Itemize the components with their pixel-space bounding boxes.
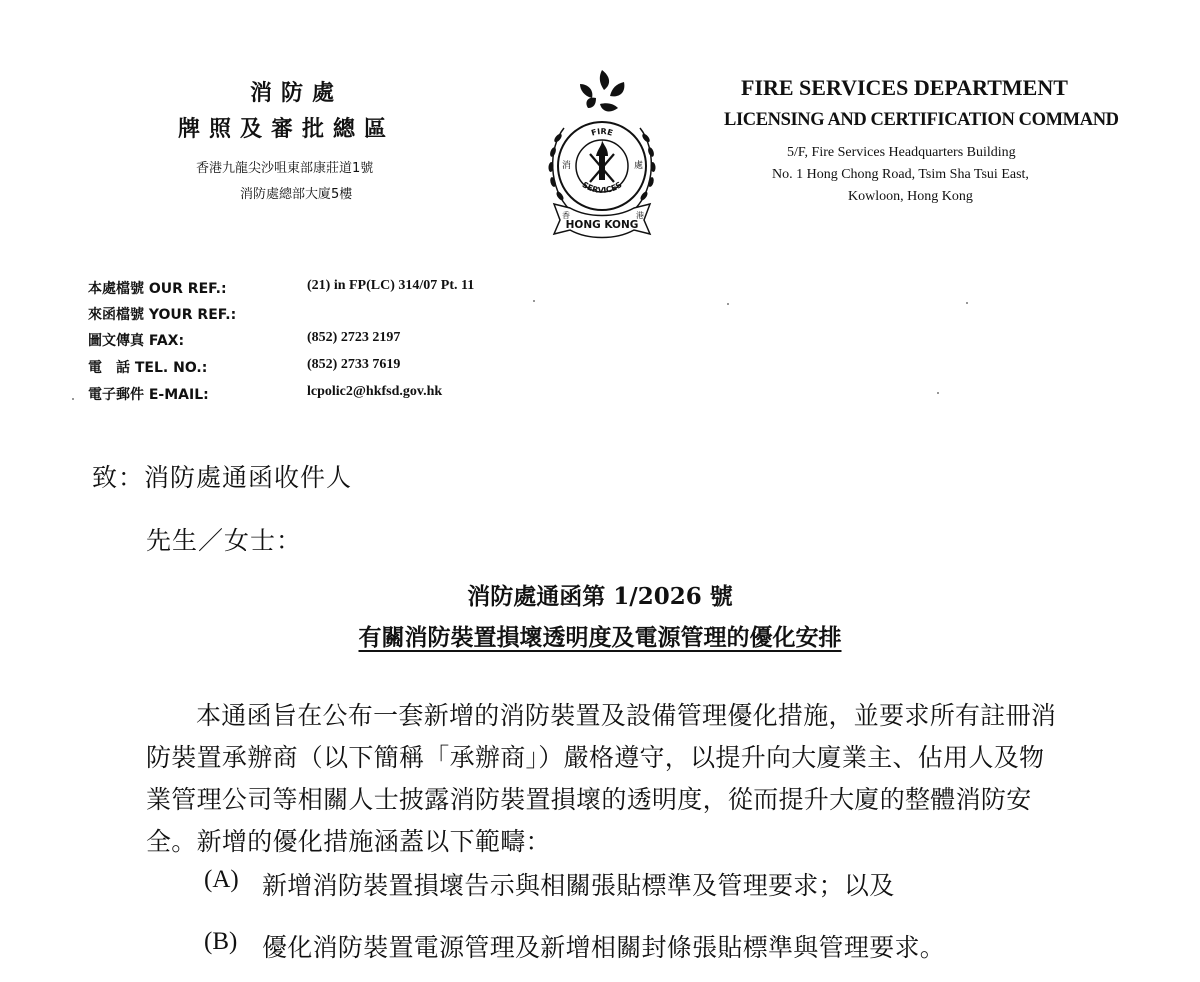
svg-text:消: 消 — [562, 161, 572, 171]
en-address-line1: 5/F, Fire Services Headquarters Building — [787, 145, 1016, 160]
item-a-text: 新增消防裝置損壞告示與相關張貼標準及管理要求；以及 — [262, 871, 895, 900]
en-address-line2: No. 1 Hong Chong Road, Tsim Sha Tsui East, — [772, 167, 1029, 182]
en-department-name: FIRE SERVICES DEPARTMENT — [741, 75, 1068, 100]
item-b-text: 優化消防裝置電源管理及新增相關封條張貼標準與管理要求。 — [262, 933, 946, 962]
circular-title-text: 有關消防裝置損壞透明度及電源管理的優化安排 — [358, 624, 842, 651]
our-ref-value: (21) in FP(LC) 314/07 Pt. 11 — [307, 278, 475, 293]
fax-value: (852) 2723 2197 — [307, 330, 401, 345]
tel-label: 電 話 TEL. NO.: — [88, 360, 208, 376]
en-command-name: LICENSING AND CERTIFICATION COMMAND — [724, 110, 1119, 130]
item-b-label: (B) — [204, 928, 238, 955]
svg-text:HONG KONG: HONG KONG — [565, 219, 639, 231]
scan-speck — [727, 303, 729, 305]
scan-speck — [72, 398, 74, 400]
your-ref-label: 來函檔號 YOUR REF.: — [88, 307, 237, 323]
email-label: 電子郵件 E-MAIL: — [88, 387, 209, 403]
zh-address-line2: 消防處總部大廈5樓 — [240, 187, 353, 202]
item-a-label: (A) — [204, 866, 239, 893]
body-paragraph: 本通函旨在公布一套新增的消防裝置及設備管理優化措施，並要求所有註冊消防裝置承辦商（以下簡稱「承辦商」）嚴格遵守，以提升向大廈業主、佔用人及物業管理公司等相關人士披露消防裝置損壞的透明度，從而提升大廈的整體消防安全。新增的優化措施涵蓋以下範疇： — [146, 701, 1057, 856]
zh-address-line1: 香港九龍尖沙咀東部康莊道1號 — [196, 161, 374, 176]
svg-text:FIRE: FIRE — [590, 126, 614, 138]
scan-speck — [533, 300, 535, 302]
our-ref-label: 本處檔號 OUR REF.: — [88, 281, 227, 297]
tel-value: (852) 2733 7619 — [307, 357, 401, 372]
zh-department-name: 消防處 — [250, 80, 344, 106]
scan-speck — [937, 392, 939, 394]
en-address-line3: Kowloon, Hong Kong — [848, 189, 973, 204]
svg-text:SERVICES: SERVICES — [580, 180, 624, 196]
recipient-line: 致：消防處通函收件人 — [92, 463, 353, 492]
svg-text:處: 處 — [634, 161, 644, 171]
circular-title — [0, 619, 1200, 652]
fire-services-emblem-icon — [540, 68, 664, 244]
zh-command-name: 牌照及審批總區 — [178, 116, 396, 142]
fax-label: 圖文傳真 FAX: — [88, 333, 185, 349]
salutation: 先生／女士： — [146, 526, 303, 555]
email-value[interactable]: lcpolic2@hkfsd.gov.hk — [307, 384, 443, 399]
bauhinia-flower-icon — [580, 70, 624, 111]
circular-number: 消防處通函第 1/2026 號 — [467, 583, 733, 610]
svg-text:香: 香 — [562, 211, 570, 220]
svg-text:港: 港 — [636, 211, 644, 220]
scan-speck — [966, 302, 968, 304]
